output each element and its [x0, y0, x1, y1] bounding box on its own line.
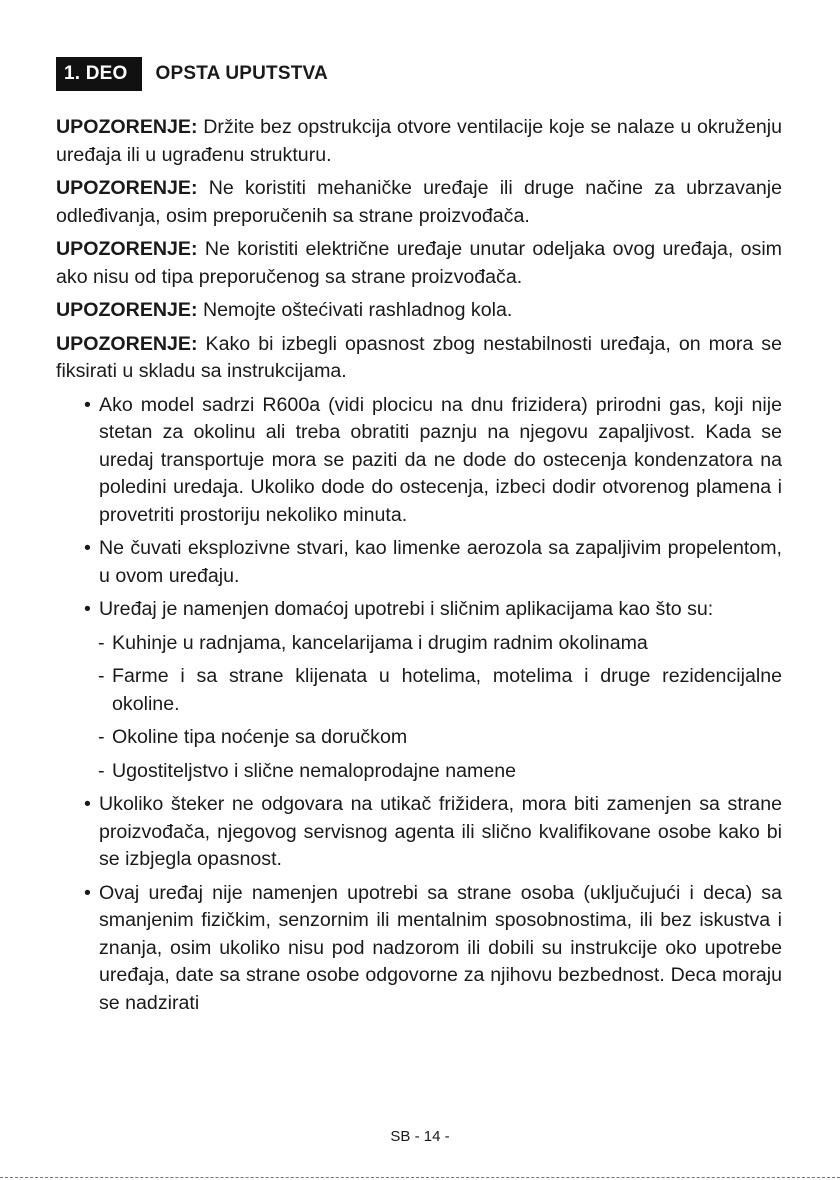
sub-list-text: Ugostiteljstvo i slične nemaloprodajne namene [112, 759, 517, 782]
warning-paragraph [56, 297, 782, 325]
warning-label: UPOZORENJE: [56, 116, 198, 138]
page-edge-divider [0, 1177, 840, 1178]
warning-paragraph [56, 236, 782, 291]
bullet-text: Ukoliko šteker ne odgovara na utikač frižidera, mora biti zamenjen sa strane proizvođača, njegovog servisnog agenta ili slično kvalifikovane osobe kako bi se izbjegla opasnost. [99, 793, 782, 870]
bullet-text: Ovaj uređaj nije namenjen upotrebi sa strane osoba (uključujući i deca) sa smanjenim fizičkim, senzornim ili mentalnim sposobnostima, ili bez iskustva i znanja, osim ukoliko nisu pod nadzorom ili dobili su instrukcije oko upotrebe uređaja, date sa strane osobe odgovorne za njihovu bezbednost. Deca moraju se nadzirati [99, 881, 782, 1014]
sub-list-text: Farme i sa strane klijenata u hotelima, motelima i druge rezidencijalne okoline. [112, 665, 782, 715]
warning-label: UPOZORENJE: [56, 177, 198, 199]
bullet-text: Uređaj je namenjen domaćoj upotrebi i sličnim aplikacijama kao što su: [99, 598, 714, 620]
sub-list-item [98, 630, 782, 658]
bullet-marker: • [84, 598, 91, 620]
sub-list-item [98, 758, 782, 786]
dash-marker: - [98, 759, 105, 782]
warning-text: Kako bi izbegli opasnost zbog nestabilnosti uređaja, on mora se fiksirati u skladu sa instrukcijama. [56, 332, 782, 382]
page-number: SB - 14 - [390, 1128, 450, 1145]
bullet-item [84, 880, 782, 1018]
sub-list-item [98, 663, 782, 718]
section-title: OPSTA UPUTSTVA [155, 63, 328, 84]
sub-list-text: Kuhinje u radnjama, kancelarijama i drugim radnim okolinama [112, 631, 648, 654]
bullet-marker: • [84, 393, 91, 416]
bullet-item [84, 535, 782, 590]
warning-label: UPOZORENJE: [56, 332, 198, 355]
warning-paragraph [56, 114, 782, 169]
page-content [56, 114, 782, 1023]
section-number-badge: 1. DEO [56, 57, 142, 91]
section-header [56, 57, 328, 91]
bullet-item [84, 791, 782, 874]
bullet-marker: • [84, 537, 91, 559]
bullet-marker: • [84, 881, 91, 904]
dash-marker: - [98, 726, 105, 748]
bullet-text: Ako model sadrzi R600a (vidi plocicu na dnu frizidera) prirodni gas, koji nije stetan za okolinu ali treba obratiti paznju na njegovu zapaljivost. Kada se uredaj transportuje mora se paziti da ne dode do ostecenja kondenzatora na poledini uredaja. Ukoliko dode do ostecenja, izbeci dodir otvorenog plamena i provetriti prostoriju nekoliko minuta. [99, 393, 782, 526]
warning-text: Ne koristiti električne uređaje unutar odeljaka ovog uređaja, osim ako nisu od tipa preporučenog sa strane proizvođača. [56, 238, 782, 288]
warning-text: Ne koristiti mehaničke uređaje ili druge načine za ubrzavanje odleđivanja, osim preporučenih sa strane proizvođača. [56, 177, 782, 227]
bullet-item [84, 392, 782, 530]
sub-list-text: Okoline tipa noćenje sa doručkom [112, 726, 408, 748]
warning-paragraph [56, 331, 782, 386]
bullet-marker: • [84, 793, 91, 815]
bullet-text: Ne čuvati eksplozivne stvari, kao limenke aerozola sa zapaljivim propelentom, u ovom uređaju. [99, 537, 782, 587]
warning-label: UPOZORENJE: [56, 238, 198, 260]
dash-marker: - [98, 631, 105, 654]
warning-text: Nemojte oštećivati rashladnog kola. [202, 299, 513, 321]
bullet-item [84, 596, 782, 624]
sub-list-item [98, 724, 782, 752]
warning-paragraph [56, 175, 782, 230]
warning-label: UPOZORENJE: [56, 299, 198, 321]
warning-text: Držite bez opstrukcija otvore ventilacije koje se nalaze u okruženju uređaja ili u ugrađenu strukturu. [56, 116, 782, 166]
dash-marker: - [98, 665, 105, 687]
